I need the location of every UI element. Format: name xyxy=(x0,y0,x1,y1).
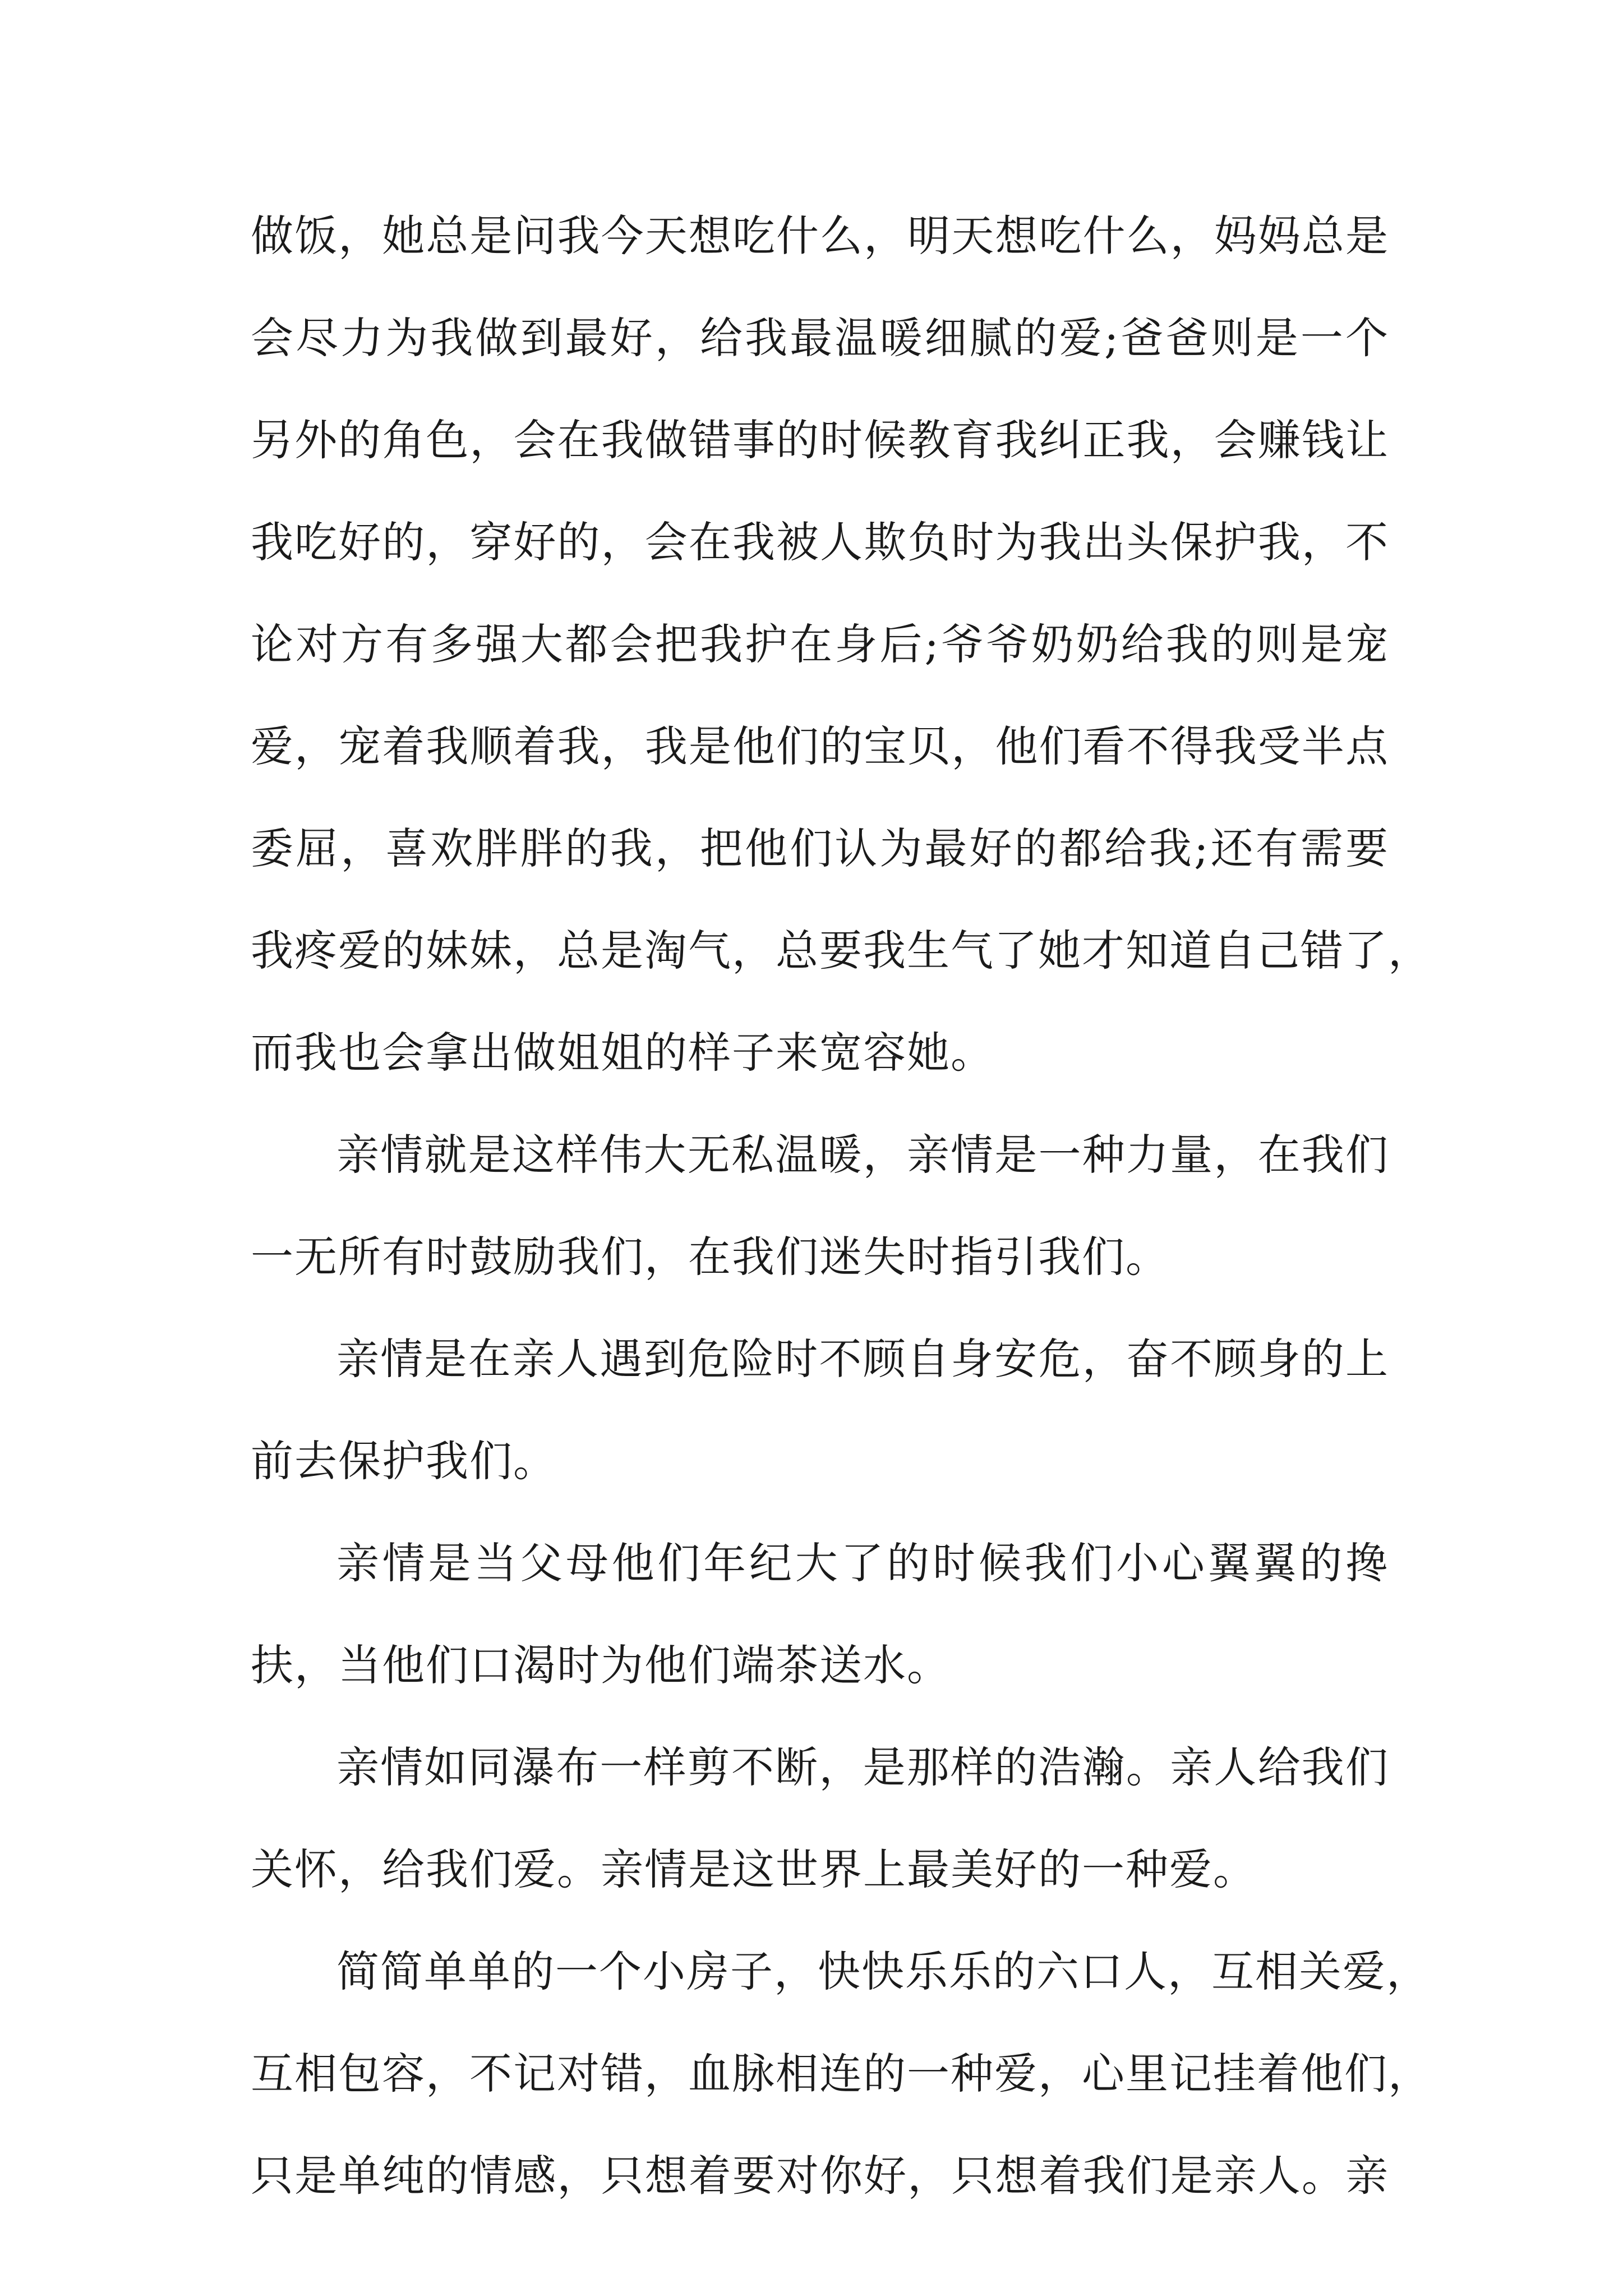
text-line: 亲情是当父母他们年纪大了的时候我们小心翼翼的搀 xyxy=(336,1538,1389,1588)
text-line: 扶，当他们口渴时为他们端茶送水。 xyxy=(251,1640,951,1690)
text-line: 委屈，喜欢胖胖的我，把他们认为最好的都给我;还有需要 xyxy=(251,823,1389,873)
text-line: 论对方有多强大都会把我护在身后;爷爷奶奶给我的则是宠 xyxy=(251,619,1389,669)
text-line: 另外的角色，会在我做错事的时候教育我纠正我，会赚钱让 xyxy=(251,415,1389,465)
text-line: 只是单纯的情感，只想着要对你好，只想着我们是亲人。亲 xyxy=(251,2151,1389,2201)
text-line: 亲情是在亲人遇到危险时不顾自身安危，奋不顾身的上 xyxy=(336,1334,1389,1384)
text-line: 前去保护我们。 xyxy=(251,1436,557,1486)
text-line: 做饭，她总是问我今天想吃什么，明天想吃什么，妈妈总是 xyxy=(251,211,1389,261)
text-line: 互相包容，不记对错，血脉相连的一种爱，心里记挂着他们， xyxy=(251,2049,1432,2099)
text-line: 我疼爱的妹妹，总是淘气，总要我生气了她才知道自己错了， xyxy=(251,926,1432,976)
text-line: 而我也会拿出做姐姐的样子来宽容她。 xyxy=(251,1028,994,1078)
text-line: 爱，宠着我顺着我，我是他们的宝贝，他们看不得我受半点 xyxy=(251,721,1389,771)
text-line: 会尽力为我做到最好，给我最温暖细腻的爱;爸爸则是一个 xyxy=(251,313,1389,363)
text-line: 简简单单的一个小房子，快快乐乐的六口人，互相关爱， xyxy=(336,1947,1430,1996)
text-line: 一无所有时鼓励我们，在我们迷失时指引我们。 xyxy=(251,1232,1169,1282)
text-line: 亲情如同瀑布一样剪不断，是那样的浩瀚。亲人给我们 xyxy=(336,1742,1389,1792)
text-line: 我吃好的，穿好的，会在我被人欺负时为我出头保护我，不 xyxy=(251,517,1389,567)
text-line: 亲情就是这样伟大无私温暖，亲情是一种力量，在我们 xyxy=(336,1130,1389,1180)
text-line: 关怀，给我们爱。亲情是这世界上最美好的一种爱。 xyxy=(251,1844,1257,1894)
